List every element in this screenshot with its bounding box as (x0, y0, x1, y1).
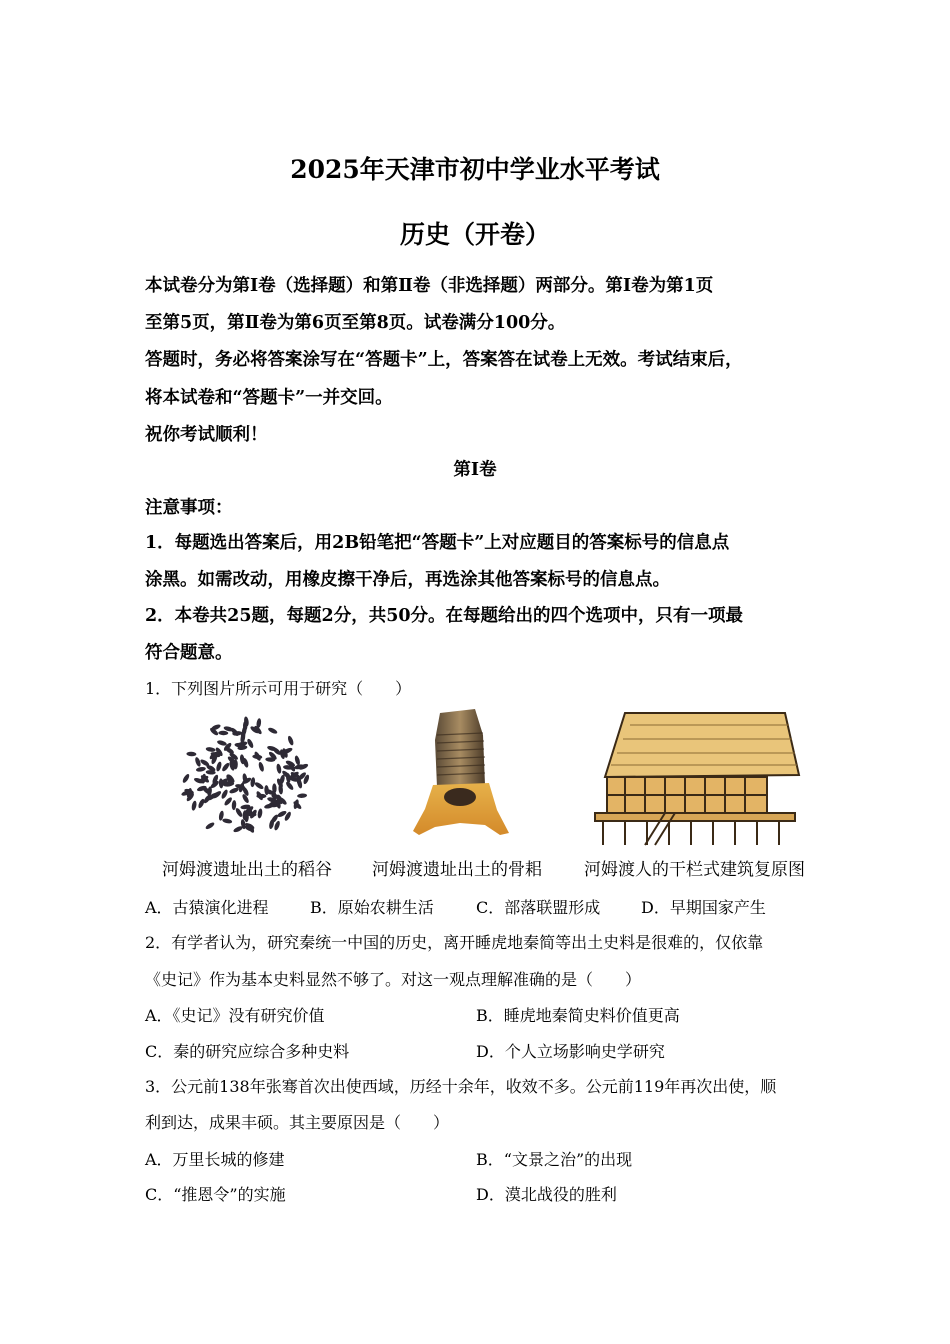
rice-grain (222, 818, 233, 824)
intro-line: 答题时，务必将答案涂写在“答题卡”上，答案答在试卷上无效。考试结束后， (145, 350, 743, 370)
exam-subject: 历史（开卷） (399, 220, 550, 249)
exam-title: 2025年天津市初中学业水平考试 (290, 155, 660, 184)
question-stem: 3．公元前138年张骞首次出使西域，历经十余年，收效不多。公元前119年再次出使，顺 (145, 1077, 777, 1096)
notice-line: 2．本卷共25题，每题2分，共50分。在每题给出的四个选项中，只有一项最 (145, 606, 744, 626)
rice-grain (186, 752, 196, 757)
question-stem: 1．下列图片所示可用于研究（ ） (145, 679, 412, 698)
rice-grain (257, 808, 263, 819)
rice-grain (197, 798, 205, 809)
rice-grain (196, 766, 207, 772)
question-stem: 《史记》作为基本史料显然不够了。对这一观点理解准确的是（ ） (145, 970, 642, 989)
rice-grain (205, 821, 216, 830)
rice-grains-image (160, 708, 330, 848)
question-stem: 2．有学者认为，研究秦统一中国的历史，离开睡虎地秦简等出土史料是很难的，仅依靠 (145, 933, 764, 952)
answer-option: C．秦的研究应综合多种史料 (145, 1042, 350, 1061)
intro-line: 至第5页，第Ⅱ卷为第6页至第8页。试卷满分100分。 (145, 313, 566, 333)
rice-grain (276, 763, 282, 774)
rice-grain (220, 789, 229, 800)
figure-caption: 河姆渡遗址出土的稻谷 (162, 860, 332, 880)
answer-option: D．早期国家产生 (641, 898, 766, 917)
rice-grain (297, 793, 307, 798)
answer-option: B．睡虎地秦简史料价值更高 (476, 1006, 680, 1025)
rice-grain (267, 727, 278, 735)
answer-option: D．个人立场影响史学研究 (476, 1042, 665, 1061)
intro-line: 祝你考试顺利！ (145, 425, 268, 445)
rice-grain (258, 761, 265, 772)
rice-grain (205, 747, 216, 753)
rice-grain (231, 800, 236, 810)
answer-option: B．原始农耕生活 (310, 898, 434, 917)
notice-heading: 注意事项： (145, 498, 233, 518)
rice-grain (254, 781, 265, 790)
rice-grain (294, 755, 301, 766)
answer-option: C．“推恩令”的实施 (145, 1185, 286, 1204)
rice-grain (191, 800, 197, 811)
rice-grain (194, 756, 202, 767)
answer-option: C．部落联盟形成 (476, 898, 601, 917)
answer-option: D．漠北战役的胜利 (476, 1185, 617, 1204)
bone-spade-image (405, 705, 515, 853)
rice-grain (221, 762, 231, 773)
rice-grain (216, 739, 227, 746)
rice-grain (223, 796, 233, 806)
notice-line: 1．每题选出答案后，用2B铅笔把“答题卡”上对应题目的答案标号的信息点 (145, 533, 730, 553)
rice-grain (287, 735, 295, 746)
answer-option: A．古猿演化进程 (145, 898, 269, 917)
answer-option: A．万里长城的修建 (145, 1150, 285, 1169)
intro-line: 本试卷分为第Ⅰ卷（选择题）和第Ⅱ卷（非选择题）两部分。第Ⅰ卷为第1页 (145, 276, 714, 296)
figure-caption: 河姆渡遗址出土的骨耜 (372, 860, 542, 880)
section-title: 第Ⅰ卷 (453, 460, 497, 480)
figure-caption: 河姆渡人的干栏式建筑复原图 (584, 860, 805, 880)
notice-line: 符合题意。 (145, 643, 233, 663)
stilt-house-image (585, 705, 805, 850)
answer-option: A．《史记》没有研究价值 (145, 1006, 325, 1025)
notice-line: 涂黑。如需改动，用橡皮擦干净后，再选涂其他答案标号的信息点。 (145, 570, 670, 590)
intro-line: 将本试卷和“答题卡”一并交回。 (145, 388, 393, 408)
rice-grain (181, 773, 190, 784)
rice-grain (218, 731, 228, 736)
answer-option: B．“文景之治”的出现 (476, 1150, 633, 1169)
question-stem: 利到达，成果丰硕。其主要原因是（ ） (145, 1113, 450, 1132)
rice-grain (215, 761, 222, 772)
